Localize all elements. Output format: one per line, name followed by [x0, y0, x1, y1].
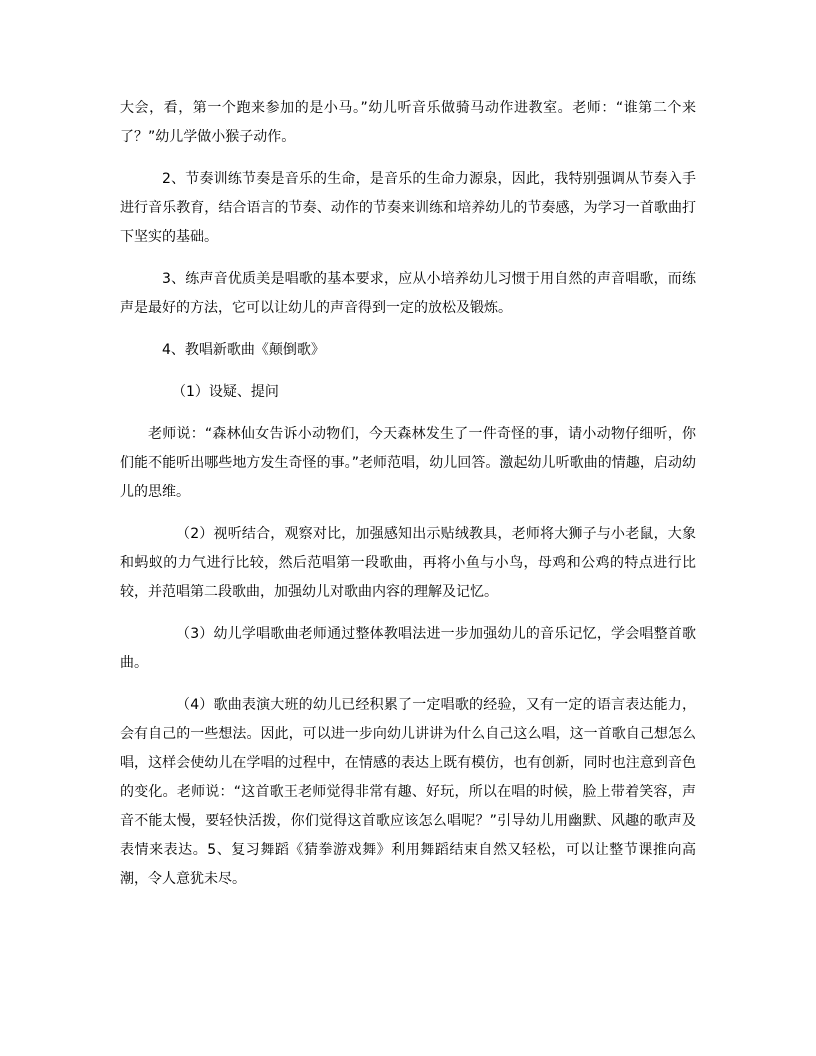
paragraph-intro: 大会，看，第一个跑来参加的是小马。”幼儿听音乐做骑马动作进教室。老师：“谁第二个来了？”幼儿学做小猴子动作。 [120, 100, 696, 145]
document-page [120, 94, 696, 907]
paragraph-learn-singing: （3）幼儿学唱歌曲老师通过整体教唱法进一步加强幼儿的音乐记忆，学会唱整首歌曲。 [120, 626, 696, 671]
paragraph-teacher-story: 老师说：“森林仙女告诉小动物们，今天森林发生了一件奇怪的事，请小动物仔细听，你们能不能听出哪些地方发生奇怪的事。”老师范唱，幼儿回答。激起幼儿听歌曲的情趣，启动幼儿的思维。 [120, 426, 696, 500]
paragraph-new-song-heading: 4、教唱新歌曲《颠倒歌》 [162, 342, 325, 358]
paragraph-song-performance: （4）歌曲表演大班的幼儿已经积累了一定唱歌的经验，又有一定的语言表达能力，会有自己的一些想法。因此，可以进一步向幼儿讲讲为什么自己这么唱，这一首歌自己想怎么唱，这样会使幼儿在学唱的过程中，在情感的表达上既有模仿，也有创新，同时也注意到音色的变化。老师说：“这首歌王老师觉得非常有趣、好玩，所以在唱的时候，脸上带着笑容，声音不能太慢，要轻快活拨，你们觉得这首歌应该怎么唱呢？”引导幼儿用幽默、风趣的歌声及表情来表达。5、复习舞蹈《猜拳游戏舞》利用舞蹈结束自然又轻松，可以让整节课推向高潮，令人意犹未尽。 [120, 697, 696, 887]
paragraph-question-heading: （1）设疑、提问 [172, 384, 279, 400]
paragraph-rhythm-training: 2、节奏训练节奏是音乐的生命，是音乐的生命力源泉，因此，我特别强调从节奏入手进行音乐教育，结合语言的节奏、动作的节奏来训练和培养幼儿的节奏感，为学习一首歌曲打下坚实的基础。 [120, 171, 696, 245]
paragraph-voice-practice: 3、练声音优质美是唱歌的基本要求，应从小培养幼儿习惯于用自然的声音唱歌，而练声是最好的方法，它可以让幼儿的声音得到一定的放松及锻炼。 [120, 271, 696, 316]
paragraph-audiovisual: （2）视听结合，观察对比，加强感知出示贴绒教具，老师将大狮子与小老鼠，大象和蚂蚁的力气进行比较，然后范唱第一段歌曲，再将小鱼与小鸟，母鸡和公鸡的特点进行比较，并范唱第二段歌曲，加强幼儿对歌曲内容的理解及记忆。 [120, 526, 696, 600]
